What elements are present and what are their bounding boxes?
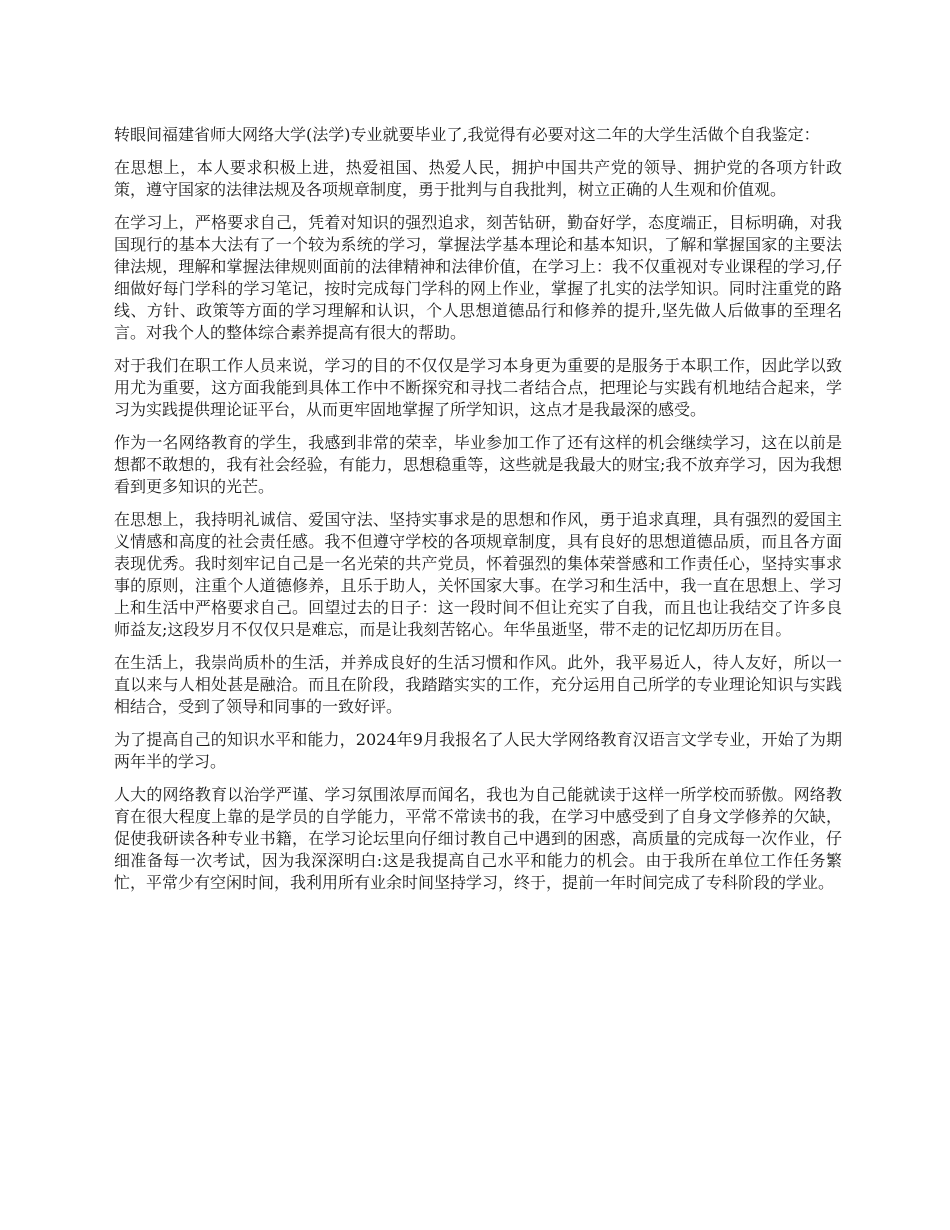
paragraph-ideology: 在思想上，本人要求积极上进，热爱祖国、热爱人民，拥护中国共产党的领导、拥护党的各项方针政策，遵守国家的法律法规及各项规章制度，勇于批判与自我批判，树立正确的人生观和价值观。: [114, 158, 842, 199]
paragraph-renmin-university: 人大的网络教育以治学严谨、学习氛围浓厚而闻名，我也为自己能就读于这样一所学校而骄傲。网络教育在很大程度上靠的是学员的自学能力，平常不常读书的我，在学习中感受到了自身文学修养的欠缺，促使我研读各种专业书籍，在学习论坛里向仔细讨教自己中遇到的困惑，高质量的完成每一次作业，仔细准备每一次考试，因为我深深明白:这是我提高自己水平和能力的机会。由于我所在单位工作任务繁忙，平常少有空闲时间，我利用所有业余时间坚持学习，终于，提前一年时间完成了专科阶段的学业。: [114, 785, 842, 892]
paragraph-enrollment: 为了提高自己的知识水平和能力，2024年9月我报名了人民大学网络教育汉语言文学专业，开始了为期两年半的学习。: [114, 730, 842, 771]
paragraph-online-student: 作为一名网络教育的学生，我感到非常的荣幸，毕业参加工作了还有这样的机会继续学习，这在以前是想都不敢想的，我有社会经验，有能力，思想稳重等，这些就是我最大的财宝;我不放弃学习，因为我想看到更多知识的光芒。: [114, 433, 842, 496]
paragraph-work-study: 对于我们在职工作人员来说，学习的目的不仅仅是学习本身更为重要的是服务于本职工作，因此学以致用尤为重要，这方面我能到具体工作中不断探究和寻找二者结合点，把理论与实践有机地结合起来，学习为实践提供理论证平台，从而更牢固地掌握了所学知识，这点才是我最深的感受。: [114, 356, 842, 419]
paragraph-study: 在学习上，严格要求自己，凭着对知识的强烈追求，刻苦钻研，勤奋好学，态度端正，目标明确，对我国现行的基本大法有了一个较为系统的学习，掌握法学基本理论和基本知识，了解和掌握国家的主要法律法规，理解和掌握法律规则面前的法律精神和法律价值，在学习上：我不仅重视对专业课程的学习,仔细做好每门学科的学习笔记，按时完成每门学科的网上作业，掌握了扎实的法学知识。同时注重党的路线、方针、政策等方面的学习理解和认识，个人思想道德品行和修养的提升,坚先做人后做事的至理名言。对我个人的整体综合素养提高有很大的帮助。: [114, 213, 842, 342]
paragraph-intro: 转眼间福建省师大网络大学(法学)专业就要毕业了,我觉得有必要对这二年的大学生活做个自我鉴定：: [114, 125, 820, 144]
document-body: [114, 124, 842, 905]
paragraph-life: 在生活上，我崇尚质朴的生活，并养成良好的生活习惯和作风。此外，我平易近人，待人友好，所以一直以来与人相处甚是融洽。而且在阶段，我踏踏实实的工作，充分运用自己所学的专业理论知识与实践相结合，受到了领导和同事的一致好评。: [114, 653, 842, 716]
paragraph-ideology-2: 在思想上，我持明礼诚信、爱国守法、坚持实事求是的思想和作风，勇于追求真理，具有强烈的爱国主义情感和高度的社会责任感。我不但遵守学校的各项规章制度，具有良好的思想道德品质，而且各方面表现优秀。我时刻牢记自己是一名光荣的共产党员，怀着强烈的集体荣誉感和工作责任心，坚持实事求事的原则，注重个人道德修养，且乐于助人，关怀国家大事。在学习和生活中，我一直在思想上、学习上和生活中严格要求自己。回望过去的日子：这一段时间不但让充实了自我，而且也让我结交了许多良师益友;这段岁月不仅仅只是难忘，而是让我刻苦铭心。年华虽逝坚，带不走的记忆却历历在目。: [114, 510, 842, 639]
